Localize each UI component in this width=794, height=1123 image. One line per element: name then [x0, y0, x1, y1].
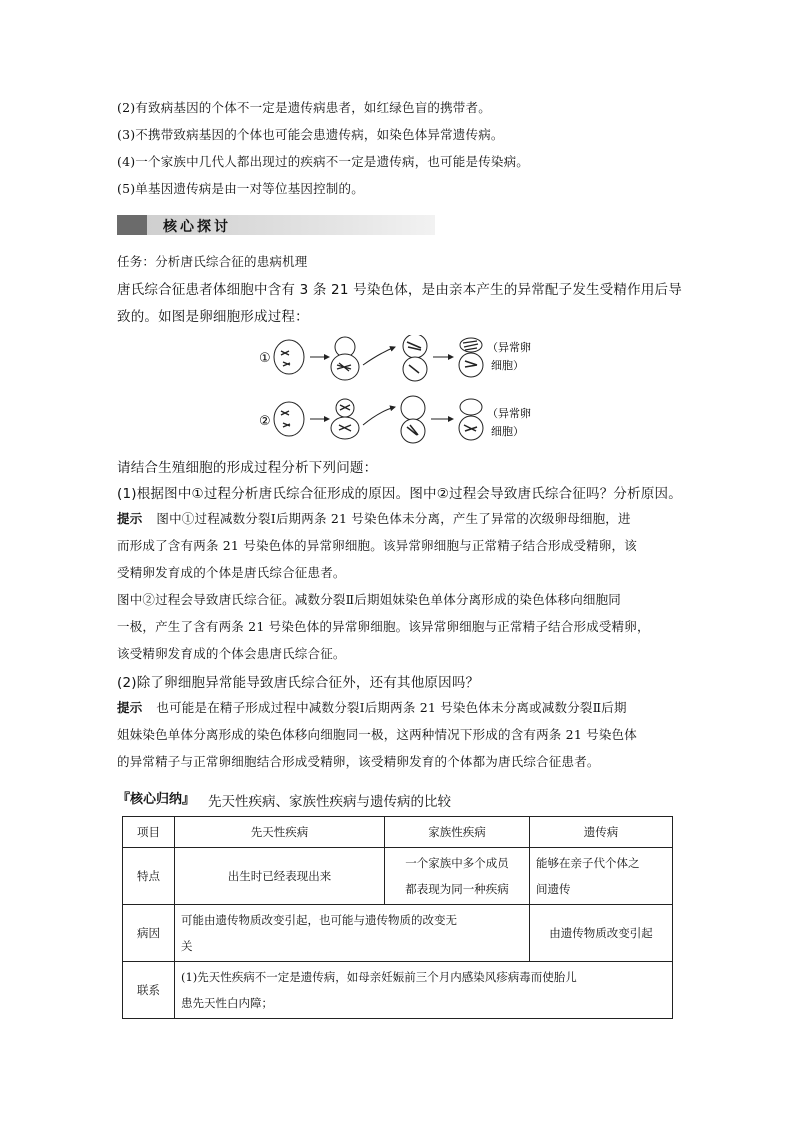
header-familial: 家族性疾病 — [385, 817, 530, 848]
abnormal-egg-1 — [459, 353, 483, 377]
abnormal-label-2b: 细胞） — [491, 425, 524, 438]
cell-genetic-cause: 由遗传物质改变引起 — [530, 905, 673, 962]
cell-congenital-feature: 出生时已经表现出来 — [175, 848, 385, 905]
process-2-label: ② — [259, 414, 271, 429]
oocyte-primary-1 — [274, 340, 304, 374]
section-title: 核心探讨 — [163, 219, 231, 235]
polar-body-2b — [460, 399, 482, 415]
question-2: (2)除了卵细胞异常能导致唐氏综合征外，还有其他原因吗？ — [117, 675, 480, 691]
oocyte-primary-2 — [274, 402, 304, 436]
table-row-features — [123, 848, 673, 905]
cell-genetic-feature: 能够在亲子代个体之 间遗传 — [530, 848, 673, 905]
task-line: 任务：分析唐氏综合征的患病机理 — [117, 254, 308, 269]
section-bar-dark — [117, 215, 147, 235]
instruction-line: 请结合生殖细胞的形成过程分析下列问题： — [117, 460, 378, 476]
daughter-cell-2a — [401, 396, 425, 420]
oogenesis-diagram — [255, 335, 555, 445]
cell-relation: (1)先天性疾病不一定是遗传病，如母亲妊娠前三个月内感染风疹病毒而使胎儿 患先天性白内障； — [175, 962, 673, 1019]
row-label-cause: 病因 — [123, 905, 175, 962]
header-genetic: 遗传病 — [530, 817, 673, 848]
context-line-1: 唐氏综合征患者体细胞中含有 3 条 21 号染色体，是由亲本产生的异常配子发生受精作用后导 — [117, 282, 682, 298]
table-row-cause — [123, 905, 673, 962]
intro-point-3: (3)不携带致病基因的个体也可能会患遗传病，如染色体异常遗传病。 — [117, 127, 504, 142]
answer-1-line-3: 受精卵发育成的个体是唐氏综合征患者。 — [117, 565, 346, 580]
table-header-row — [123, 817, 673, 848]
answer-2-line-3: 的异常精子与正常卵细胞结合形成受精卵，该受精卵发育的个体都为唐氏综合征患者。 — [117, 754, 600, 769]
header-item: 项目 — [123, 817, 175, 848]
row-label-relation: 联系 — [123, 962, 175, 1019]
answer-1-line-1: 提示 图中①过程减数分裂Ⅰ后期两条 21 号染色体未分离，产生了异常的次级卵母细胞，进 — [117, 511, 631, 526]
answer-1-line-2: 而形成了含有两条 21 号染色体的异常卵细胞。该异常卵细胞与正常精子结合形成受精卵，该 — [117, 538, 637, 553]
answer-2-line-2: 姐妹染色单体分离形成的染色体移向细胞同一极，这两种情况下形成的含有两条 21 号染色体 — [117, 727, 637, 742]
question-1: (1)根据图中①过程分析唐氏综合征形成的原因。图中②过程会导致唐氏综合征吗？分析原因。 — [117, 486, 682, 502]
answer-1-line-5: 一极，产生了含有两条 21 号染色体的异常卵细胞。该异常卵细胞与正常精子结合形成受精卵， — [117, 619, 650, 634]
summary-title: 先天性疾病、家族性疾病与遗传病的比较 — [208, 794, 451, 810]
abnormal-label-2a: （异常卵 — [487, 407, 531, 420]
hint-label-1: 提示 — [117, 511, 143, 526]
cell-shared-cause: 可能由遗传物质改变引起，也可能与遗传物质的改变无 关 — [175, 905, 530, 962]
intro-point-5: (5)单基因遗传病是由一对等位基因控制的。 — [117, 181, 364, 196]
hint-label-2: 提示 — [117, 700, 143, 715]
summary-head: 『核心归纳』 — [117, 792, 196, 807]
context-line-2: 致的。如图是卵细胞形成过程： — [117, 309, 309, 325]
section-header — [117, 215, 435, 235]
answer-1-line-6: 该受精卵发育成的个体会患唐氏综合征。 — [117, 646, 346, 661]
header-congenital: 先天性疾病 — [175, 817, 385, 848]
daughter-cell-1a — [403, 335, 427, 358]
row-label-features: 特点 — [123, 848, 175, 905]
intro-point-2: (2)有致病基因的个体不一定是遗传病患者，如红绿色盲的携带者。 — [117, 100, 491, 115]
process-1-label: ① — [259, 351, 271, 366]
intro-point-4: (4)一个家族中几代人都出现过的疾病不一定是遗传病，也可能是传染病。 — [117, 154, 530, 169]
cell-familial-feature: 一个家族中多个成员 都表现为同一种疾病 — [385, 848, 530, 905]
table-row-relation — [123, 962, 673, 1019]
abnormal-label-1a: （异常卵 — [487, 341, 531, 354]
answer-2-line-1: 提示 也可能是在精子形成过程中减数分裂Ⅰ后期两条 21 号染色体未分离或减数分裂Ⅱ后期 — [117, 700, 627, 715]
answer-1-line-4: 图中②过程会导致唐氏综合征。减数分裂Ⅱ后期姐妹染色单体分离形成的染色体移向细胞同 — [117, 592, 621, 607]
comparison-table — [122, 816, 673, 1019]
abnormal-label-1b: 细胞） — [491, 359, 524, 372]
